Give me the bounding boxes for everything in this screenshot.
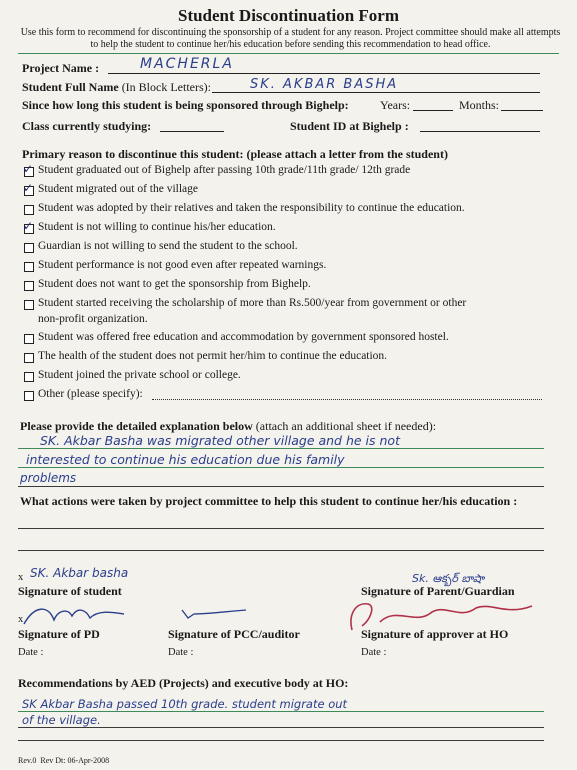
- reason-2-text: Student migrated out of the village: [38, 183, 199, 195]
- explanation-line-1: SK. Akbar Basha was migrated other village and he is not: [40, 433, 400, 448]
- years-label: Years:: [380, 98, 411, 112]
- reason-6-text: Student performance is not good even after repeated warnings.: [38, 259, 327, 271]
- check-icon: ✓: [23, 181, 34, 195]
- recommendations-rule: [18, 711, 544, 712]
- pcc-date-label: Date :: [168, 647, 194, 658]
- reason-8-text-cont: non-profit organization.: [38, 313, 148, 325]
- parent-signature-label: Signature of Parent/Guardian: [361, 584, 515, 598]
- explanation-line-3: problems: [20, 471, 77, 485]
- explanation-rule: [18, 467, 544, 468]
- revision-footer: Rev.0 Rev Dt: 06-Apr-2008: [18, 756, 110, 765]
- recommendations-rule: [18, 740, 544, 741]
- reason-6-checkbox[interactable]: [24, 262, 34, 272]
- class-field[interactable]: [160, 121, 224, 132]
- student-signature-label: Signature of student: [18, 584, 122, 598]
- reason-3-checkbox[interactable]: [24, 205, 34, 215]
- reason-5-text: Guardian is not willing to send the student to the school.: [38, 240, 298, 252]
- reason-1-text: Student graduated out of Bighelp after passing 10th grade/11th grade/ 12th grade: [38, 164, 411, 176]
- form-title: Student Discontinuation Form: [177, 6, 400, 25]
- full-name-label: Student Full Name (In Block Letters):: [22, 80, 211, 94]
- parent-signature: Sk. ఆక్బర్ బాషా: [412, 572, 485, 585]
- student-id-label: Student ID at Bighelp :: [290, 119, 409, 133]
- pd-sign-mark: x: [18, 614, 24, 625]
- student-id-field[interactable]: [420, 121, 540, 132]
- explanation-line-2: interested to continue his education due his family: [26, 452, 345, 467]
- reason-8-checkbox[interactable]: [24, 300, 34, 310]
- class-label: Class currently studying:: [22, 119, 152, 133]
- pcc-signature-label: Signature of PCC/auditor: [168, 627, 300, 641]
- reason-10-checkbox[interactable]: [24, 353, 34, 363]
- reason-3-text: Student was adopted by their relatives and taken the responsibility to continue the education.: [38, 202, 465, 214]
- reason-4-text: Student is not willing to continue his/her education.: [38, 221, 276, 233]
- full-name-value: SK. AKBAR BASHA: [250, 77, 399, 92]
- reason-10-text: The health of the student does not permit her/him to continue the education.: [38, 350, 388, 362]
- reasons-heading: Primary reason to discontinue this student: (please attach a letter from the student): [22, 147, 448, 161]
- reason-7-checkbox[interactable]: [24, 281, 34, 291]
- project-name-value: MACHERLA: [140, 56, 234, 72]
- check-icon: ✓: [23, 162, 34, 176]
- years-field[interactable]: [413, 100, 453, 111]
- divider: [18, 53, 559, 54]
- reason-5-checkbox[interactable]: [24, 243, 34, 253]
- reason-7-text: Student does not want to get the sponsorship from Bighelp.: [38, 278, 311, 290]
- pd-signature-scribble: [14, 600, 144, 630]
- actions-rule[interactable]: [18, 528, 544, 529]
- check-icon: ✓: [23, 219, 34, 233]
- recommendations-line-2: of the village.: [22, 713, 101, 727]
- pd-signature-label: Signature of PD: [18, 627, 100, 641]
- sponsored-label: Since how long this student is being sponsored through Bighelp:: [22, 98, 349, 112]
- approver-date-label: Date :: [361, 647, 387, 658]
- actions-rule[interactable]: [18, 550, 544, 551]
- reason-12-checkbox[interactable]: [24, 391, 34, 401]
- student-sign-mark: x: [18, 572, 24, 583]
- student-signature: SK. Akbar basha: [30, 566, 129, 580]
- reason-9-checkbox[interactable]: [24, 334, 34, 344]
- project-name-label: Project Name :: [22, 61, 100, 75]
- pcc-signature-scribble: [176, 604, 256, 624]
- reason-11-checkbox[interactable]: [24, 372, 34, 382]
- explanation-rule: [18, 486, 544, 487]
- explanation-rule: [18, 448, 544, 449]
- reason-12-text: Other (please specify):: [38, 388, 143, 400]
- explanation-label: Please provide the detailed explanation below (attach an additional sheet if needed):: [20, 419, 437, 433]
- reason-9-text: Student was offered free education and accommodation by government sponsored hostel.: [38, 331, 449, 343]
- approver-signature-label: Signature of approver at HO: [361, 627, 509, 641]
- recommendations-line-1: SK Akbar Basha passed 10th grade. student migrate out: [22, 697, 348, 711]
- recommendations-label: Recommendations by AED (Projects) and executive body at HO:: [18, 676, 349, 690]
- other-specify-field[interactable]: [152, 389, 542, 400]
- months-field[interactable]: [501, 100, 543, 111]
- months-label: Months:: [459, 98, 500, 112]
- actions-label: What actions were taken by project committee to help this student to continue her/his education :: [20, 494, 518, 508]
- recommendations-rule: [18, 727, 544, 728]
- reason-11-text: Student joined the private school or college.: [38, 369, 241, 381]
- reason-8-text: Student started receiving the scholarship of more than Rs.500/year from government or other: [38, 297, 467, 309]
- pd-date-label: Date :: [18, 647, 44, 658]
- form-intro: Use this form to recommend for discontinuing the sponsorship of a student for any reason. Project committee should make all attempts to help the student to continue her/his education before sending this recommendation to head office.: [20, 27, 561, 50]
